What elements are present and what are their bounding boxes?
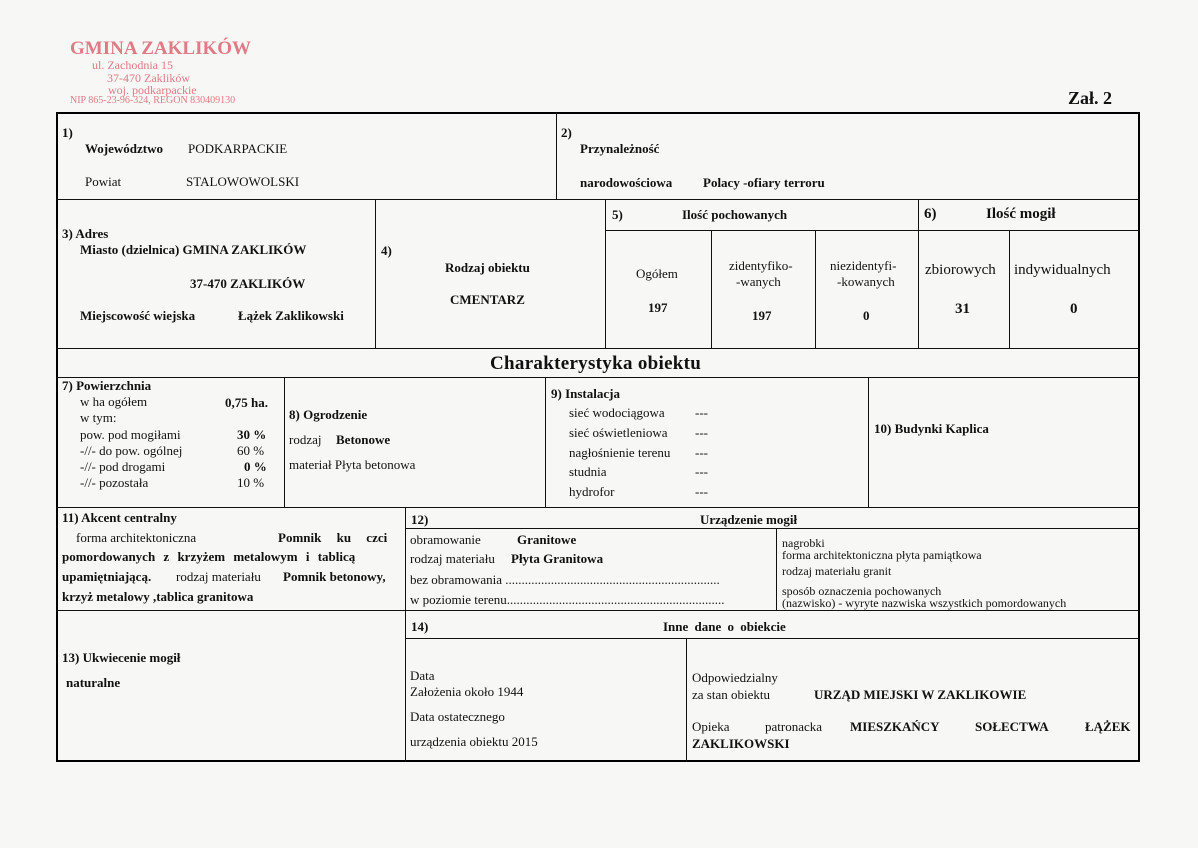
identified-header-1: zidentyfiko- (729, 258, 793, 273)
installation-label: nagłośnienie terenu (569, 445, 671, 460)
area-total-label: w ha ogółem (80, 394, 148, 409)
installation-value: --- (695, 484, 708, 499)
burial-marking-value: (nazwisko) - wyryte nazwiska wszystkich pomordowanych (782, 596, 1067, 610)
central-accent-form-label: forma architektoniczna (76, 530, 197, 545)
central-accent-line-3a: upamiętniającą. (62, 569, 152, 584)
area-row-value: 30 % (237, 427, 267, 442)
area-title: 7) Powierzchnia (62, 378, 152, 393)
final-date-label: Data ostatecznego (410, 709, 505, 724)
stamp-ids: NIP 865-23-96-324, REGON 830409130 (70, 95, 236, 106)
installation-value: --- (695, 464, 708, 479)
attachment-label: Zał. 2 (1068, 88, 1113, 108)
collective-graves-header: zbiorowych (925, 262, 996, 278)
care-value-2: SOŁECTWA (975, 719, 1049, 734)
installation-label: sieć wodociągowa (569, 405, 665, 420)
fence-kind-label: rodzaj (289, 432, 322, 447)
nationality-label-1: Przynależność (580, 141, 660, 156)
central-accent-material-label: rodzaj materiału (176, 569, 261, 584)
central-accent-material-value: Pomnik betonowy, (283, 569, 386, 584)
county-value: STALOWOWOLSKI (186, 174, 300, 189)
responsible-value: URZĄD MIEJSKI W ZAKLIKOWIE (814, 687, 1027, 702)
village-value: Łążek Zaklikowski (238, 308, 344, 323)
flowers-title: 13) Ukwiecenie mogił (62, 650, 181, 665)
stamp-name: GMINA ZAKLIKÓW (70, 38, 252, 59)
object-type-label: Rodzaj obiektu (445, 260, 530, 275)
voivodeship-value: PODKARPACKIE (188, 141, 288, 156)
responsible-label-2: za stan obiektu (692, 687, 770, 702)
care-value-3: ŁĄŻEK (1085, 719, 1131, 734)
area-total-value: 0,75 ha. (225, 395, 268, 410)
section-4-number: 4) (381, 243, 392, 258)
characteristics-heading: Charakterystyka obiektu (490, 353, 702, 374)
individual-graves-header: indywidualnych (1014, 262, 1111, 278)
city-label: Miasto (dzielnica) GMINA ZAKLIKÓW (80, 242, 307, 257)
identified-header-2: -wanych (736, 274, 781, 289)
address-title: 3) Adres (62, 226, 109, 241)
installation-value: --- (695, 445, 708, 460)
tombstones-label: nagrobki (782, 536, 825, 550)
grave-no-frame: bez obramowania .................................................................. (410, 572, 720, 587)
grave-frame-label: obramowanie (410, 532, 481, 547)
area-row-label: -//- do pow. ogólnej (80, 443, 183, 458)
central-accent-title: 11) Akcent centralny (62, 510, 177, 525)
installations-title: 9) Instalacja (551, 386, 620, 401)
graves-count-title: Ilość mogił (986, 206, 1056, 222)
graves-arrangement-title: Urządzenie mogił (700, 512, 798, 527)
responsible-label-1: Odpowiedzialny (692, 670, 778, 685)
installation-label: studnia (569, 464, 607, 479)
section-6-number: 6) (924, 206, 937, 222)
nationality-value: Polacy -ofiary terroru (703, 175, 825, 190)
grave-material-value: Płyta Granitowa (511, 551, 604, 566)
collective-graves-value: 31 (955, 301, 970, 317)
central-accent-form-value: Pomnik ku czci (278, 530, 388, 545)
other-data-title: Inne dane o obiekcie (663, 619, 786, 634)
care-value-1: MIESZKAŃCY (850, 719, 940, 734)
area-row-label: -//- pod drogami (80, 459, 166, 474)
buildings-field: 10) Budynki Kaplica (874, 421, 989, 436)
grave-frame-value: Granitowe (517, 532, 577, 547)
flowers-value: naturalne (66, 675, 121, 690)
area-row-label: -//- pozostała (80, 475, 149, 490)
section-2-number: 2) (561, 125, 572, 140)
area-in-label: w tym: (80, 410, 117, 425)
stamp-region: woj. podkarpackie (108, 83, 197, 97)
tombstones-material: rodzaj materiału granit (782, 564, 892, 578)
unidentified-header-2: -kowanych (837, 274, 895, 289)
burial-marking-label: sposób oznaczenia pochowanych (782, 584, 942, 598)
area-row-value: 0 % (244, 459, 267, 474)
nationality-label-2: narodowościowa (580, 175, 673, 190)
care-label-1: Opieka (692, 719, 730, 734)
founded-date: Założenia około 1944 (410, 684, 524, 699)
central-accent-line-2: pomordowanych z krzyżem metalowym i tablicą (62, 549, 356, 564)
postal-address: 37-470 ZAKLIKÓW (190, 276, 306, 291)
identified-value: 197 (752, 308, 772, 323)
tombstones-form: forma architektoniczna płyta pamiątkowa (782, 548, 982, 562)
area-row-label: pow. pod mogiłami (80, 427, 181, 442)
stamp-postal: 37-470 Zaklików (107, 71, 190, 85)
section-5-number: 5) (612, 207, 623, 222)
section-14-number: 14) (411, 619, 429, 634)
unidentified-value: 0 (863, 308, 870, 323)
installation-label: hydrofor (569, 484, 615, 499)
grave-material-label: rodzaj materiału (410, 551, 495, 566)
fence-title: 8) Ogrodzenie (289, 407, 368, 422)
care-label-2: patronacka (765, 719, 823, 734)
county-label: Powiat (85, 174, 122, 189)
object-type-value: CMENTARZ (450, 292, 525, 307)
individual-graves-value: 0 (1070, 301, 1078, 317)
buried-total-value: 197 (648, 300, 668, 315)
section-1-number: 1) (62, 125, 73, 140)
fence-material: materiał Płyta betonowa (289, 457, 416, 472)
final-date-value: urządzenia obiektu 2015 (410, 734, 538, 749)
fence-kind-value: Betonowe (336, 432, 391, 447)
stamp-street: ul. Zachodnia 15 (92, 58, 173, 72)
installation-value: --- (695, 425, 708, 440)
voivodeship-label: Województwo (85, 141, 163, 156)
area-row-value: 10 % (237, 475, 265, 490)
central-accent-line-4: krzyż metalowy ,tablica granitowa (62, 589, 254, 604)
care-value-4: ZAKLIKOWSKI (692, 736, 790, 751)
buried-total-header: Ogółem (636, 266, 678, 281)
buried-count-title: Ilość pochowanych (682, 207, 788, 222)
installation-value: --- (695, 405, 708, 420)
installation-label: sieć oświetleniowa (569, 425, 668, 440)
unidentified-header-1: niezidentyfi- (830, 258, 897, 273)
village-label: Miejscowość wiejska (80, 308, 196, 323)
grave-ground-level: w poziomie terenu................................................................... (410, 592, 725, 607)
area-row-value: 60 % (237, 443, 265, 458)
date-label: Data (410, 668, 435, 683)
section-12-number: 12) (411, 512, 429, 527)
